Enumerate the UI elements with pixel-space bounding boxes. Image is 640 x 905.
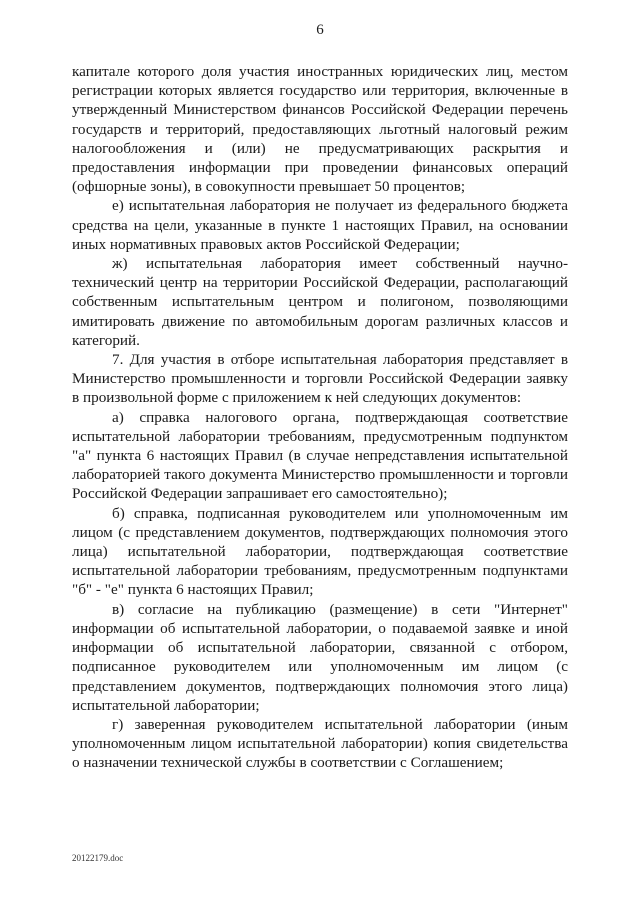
paragraph-item-g: г) заверенная руководителем испытательной лаборатории (иным уполномоченным лицом испытательной лаборатории) копия свидетельства о назначении технической службы в соответствии с Соглашением; (72, 715, 568, 772)
paragraph-item-v: в) согласие на публикацию (размещение) в сети "Интернет" информации об испытательной лаборатории, о подаваемой заявке и иной информации об испытательной лаборатории, связанной с отбором, подписанное руководителем или уполномоченным им лицом (с представлением документов, подтверждающих полномочия этого лица) испытательной лаборатории; (72, 600, 568, 714)
paragraph-section-7: 7. Для участия в отборе испытательная лаборатория представляет в Министерство промышленности и торговли Российской Федерации заявку в произвольной форме с приложением к ней следующих документов: (72, 351, 568, 407)
paragraph-continuation: капитале которого доля участия иностранных юридических лиц, местом регистрации которых является государство или территория, включенные в утвержденный Министерством финансов Российской Федерации перечень государств и территорий, предоставляющих льготный налоговый режим налогообложения и (или) не предусматривающих раскрытия и предоставления информации при проведении финансовых операций (офшорные зоны), в совокупности превышает 50 процентов; (72, 63, 568, 196)
paragraph-item-zh: ж) испытательная лаборатория имеет собственный научно-технический центр на территории Российской Федерации, располагающий собственным испытательным центром и полигоном, позволяющими имитировать движение по автомобильным дорогам различных классов и категорий. (72, 255, 568, 349)
paragraph-item-b: б) справка, подписанная руководителем или уполномоченным им лицом (с представлением документов, подтверждающих полномочия этого лица) испытательной лаборатории, подтверждающая соответствие испытательной лаборатории требованиям, предусмотренным подпунктами "б" - "е" пункта 6 настоящих Правил; (72, 504, 568, 599)
document-body (72, 62, 568, 773)
page-number: 6 (316, 22, 324, 38)
paragraph-item-a: а) справка налогового органа, подтверждающая соответствие испытательной лаборатории требованиям, предусмотренным подпунктом "а" пункта 6 настоящих Правил (в случае непредставления испытательной лабораторией такого документа Министерство промышленности и торговли Российской Федерации запрашивает его самостоятельно); (72, 408, 568, 503)
paragraph-item-e: е) испытательная лаборатория не получает из федерального бюджета средства на цели, указанные в пункте 1 настоящих Правил, на основании иных нормативных правовых актов Российской Федерации; (72, 197, 568, 253)
file-name-footer: 20122179.doc (72, 853, 124, 863)
